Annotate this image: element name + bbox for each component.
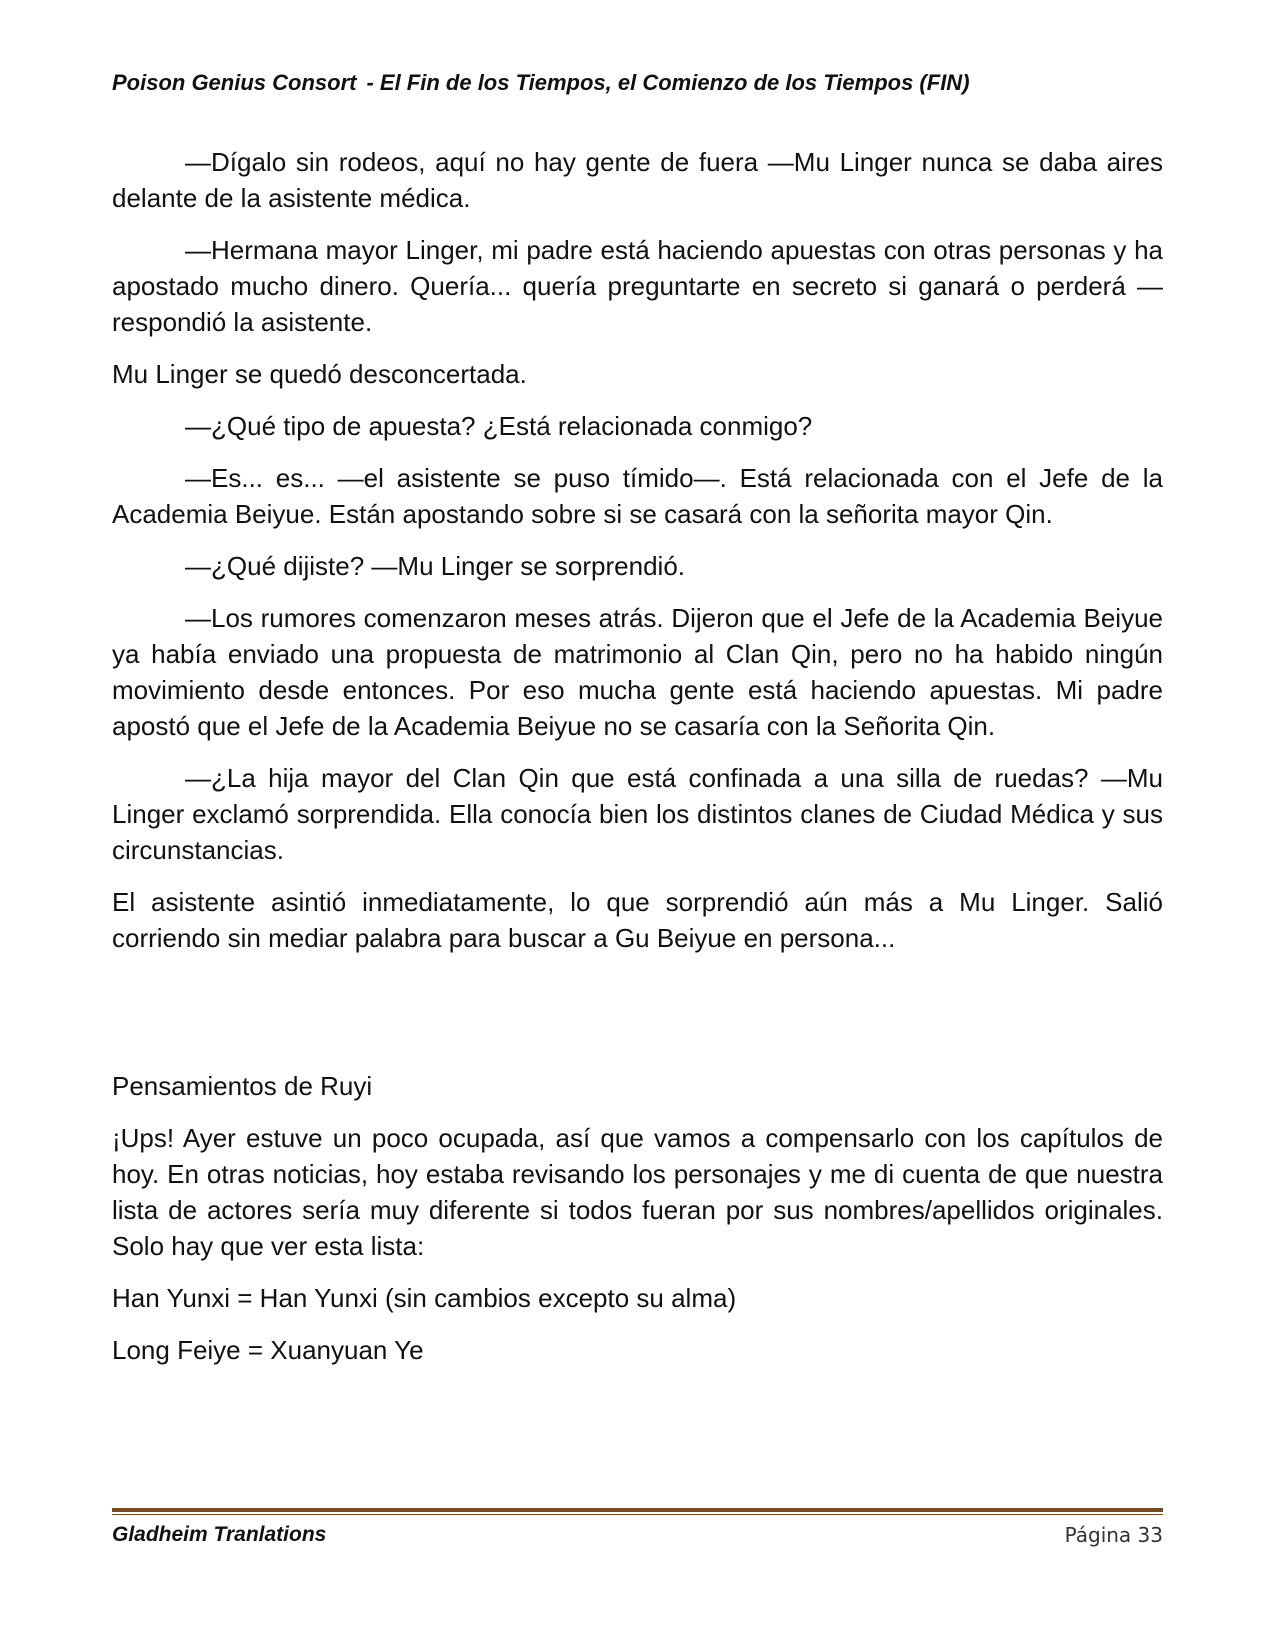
paragraph: —¿Qué tipo de apuesta? ¿Está relacionada conmigo? [185,411,813,441]
paragraph: El asistente asintió inmediatamente, lo que sorprendió aún más a Mu Linger. Salió corriendo sin mediar palabra para buscar a Gu Beiyue en persona... [112,887,1163,953]
paragraph: —¿Qué dijiste? —Mu Linger se sorprendió. [185,551,686,581]
list-item: Long Feiye = Xuanyuan Ye [112,1335,424,1365]
list-item: Han Yunxi = Han Yunxi (sin cambios excepto su alma) [112,1283,737,1313]
book-title: Poison Genius Consort [112,70,357,95]
section-heading: Pensamientos de Ruyi [112,1071,373,1101]
paragraph: ¡Ups! Ayer estuve un poco ocupada, así que vamos a compensarlo con los capítulos de hoy. En otras noticias, hoy estaba revisando los personajes y me di cuenta de que nuestra lista de actores sería muy diferente si todos fueran por sus nombres/apellidos originales. Solo hay que ver esta lista: [112,1123,1163,1261]
paragraph: —Dígalo sin rodeos, aquí no hay gente de fuera —Mu Linger nunca se daba aires delante de la asistente médica. [112,147,1163,213]
footer-divider [112,1508,1163,1515]
page-body [112,144,1163,1384]
paragraph: —¿La hija mayor del Clan Qin que está confinada a una silla de ruedas? —Mu Linger exclamó sorprendida. Ella conocía bien los distintos clanes de Ciudad Médica y sus circunstancias. [112,763,1163,865]
paragraph: —Hermana mayor Linger, mi padre está haciendo apuestas con otras personas y ha apostado mucho dinero. Quería... quería preguntarte en secreto si ganará o perderá —respondió la asistente. [112,235,1163,337]
translator-credit: Gladheim Tranlations [112,1523,327,1546]
paragraph: —Es... es... —el asistente se puso tímido—. Está relacionada con el Jefe de la Academia Beiyue. Están apostando sobre si se casará con la señorita mayor Qin. [112,463,1163,529]
paragraph: —Los rumores comenzaron meses atrás. Dijeron que el Jefe de la Academia Beiyue ya había enviado una propuesta de matrimonio al Clan Qin, pero no ha habido ningún movimiento desde entonces. Por eso mucha gente está haciendo apuestas. Mi padre apostó que el Jefe de la Academia Beiyue no se casaría con la Señorita Qin. [112,603,1163,741]
chapter-title: - El Fin de los Tiempos, el Comienzo de los Tiempos (FIN) [366,70,970,95]
section-gap [112,972,1163,1068]
running-header [112,70,1172,96]
paragraph: Mu Linger se quedó desconcertada. [112,359,527,389]
page-number: Página 33 [1064,1523,1163,1547]
